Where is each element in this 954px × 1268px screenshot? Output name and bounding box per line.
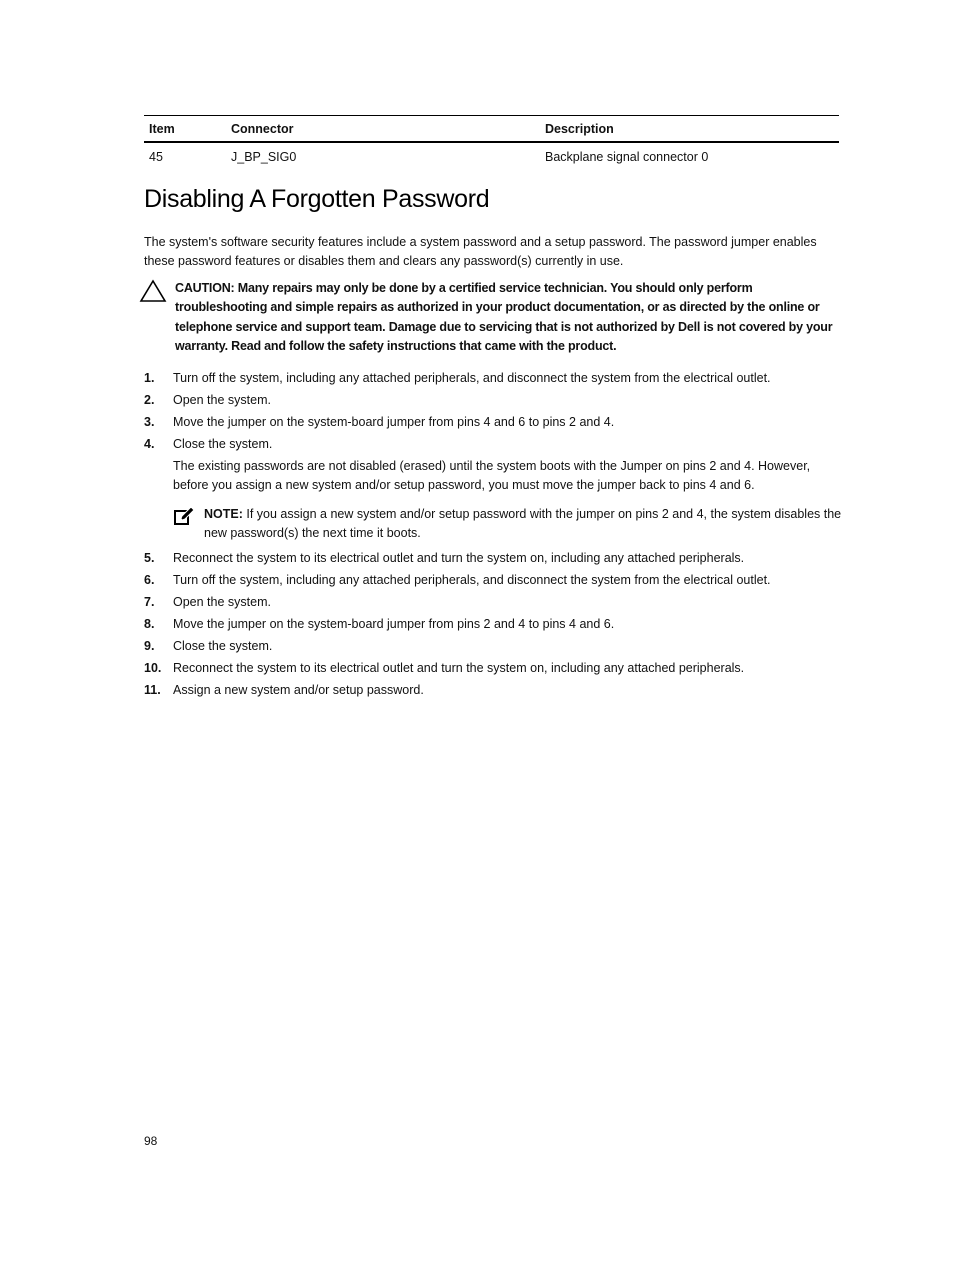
table-row	[144, 142, 839, 169]
step-number: 5.	[144, 551, 155, 565]
intro-paragraph: The system's software security features include a system password and a setup password. The password jumper enables these password features or disables them and clears any password(s) currently in use.	[144, 235, 817, 268]
step-number: 9.	[144, 639, 155, 653]
step-number: 3.	[144, 415, 155, 429]
step-text: Move the jumper on the system-board jumper from pins 4 and 6 to pins 2 and 4.	[173, 415, 615, 429]
step-text: Close the system.	[173, 639, 273, 653]
procedure-steps	[144, 369, 844, 703]
step-text: Turn off the system, including any attached peripherals, and disconnect the system from the electrical outlet.	[173, 371, 771, 385]
column-header-connector: Connector	[226, 116, 540, 143]
pencil-note-icon	[173, 506, 195, 526]
note-label: NOTE:	[204, 507, 243, 521]
connector-table	[144, 115, 839, 169]
column-header-description: Description	[540, 116, 839, 143]
step-number: 1.	[144, 371, 155, 385]
caution-text: CAUTION: Many repairs may only be done by a certified service technician. You should only perform troubleshooting and simple repairs as authorized in your product documentation, or as directed by the online or telephone service and support team. Damage due to servicing that is not authorized by Dell is not covered by your warranty. Read and follow the safety instructions that came with the product.	[175, 281, 833, 353]
section-title: Disabling A Forgotten Password	[144, 185, 490, 213]
list-item	[144, 615, 844, 633]
table-header-row	[144, 116, 839, 143]
cell-item: 45	[149, 149, 163, 164]
list-item	[144, 369, 844, 387]
list-item	[144, 637, 844, 655]
step-number: 7.	[144, 595, 155, 609]
list-item	[144, 571, 844, 589]
list-item	[144, 659, 844, 677]
column-header-item: Item	[144, 116, 226, 143]
list-item	[144, 593, 844, 611]
step-number: 10.	[144, 661, 162, 675]
step-text: Reconnect the system to its electrical outlet and turn the system on, including any attached peripherals.	[173, 551, 745, 565]
step-detail: The existing passwords are not disabled (erased) until the system boots with the Jumper on pins 2 and 4. However, before you assign a new system and/or setup password, you must move the jumper back to pins 4 and 6.	[173, 459, 811, 492]
list-item	[144, 549, 844, 567]
cell-description: Backplane signal connector 0	[545, 149, 709, 164]
warning-triangle-icon	[139, 279, 167, 303]
step-text: Assign a new system and/or setup password.	[173, 683, 424, 697]
note-box	[173, 505, 844, 543]
list-item	[144, 413, 844, 431]
step-number: 11.	[144, 683, 161, 697]
list-item	[144, 391, 844, 409]
step-text: Move the jumper on the system-board jumper from pins 2 and 4 to pins 4 and 6.	[173, 617, 615, 631]
step-text: Open the system.	[173, 393, 271, 407]
note-text: If you assign a new system and/or setup password with the jumper on pins 2 and 4, the system disables the new password(s) the next time it boots.	[204, 507, 842, 540]
step-text: Open the system.	[173, 595, 271, 609]
list-item	[144, 681, 844, 699]
page-number: 98	[144, 1134, 158, 1148]
step-text: Close the system.	[173, 437, 273, 451]
step-text: Reconnect the system to its electrical outlet and turn the system on, including any attached peripherals.	[173, 661, 745, 675]
list-item	[144, 435, 844, 543]
step-number: 6.	[144, 573, 155, 587]
step-number: 2.	[144, 393, 155, 407]
step-number: 8.	[144, 617, 155, 631]
step-number: 4.	[144, 437, 155, 451]
cell-connector: J_BP_SIG0	[231, 149, 297, 164]
step-text: Turn off the system, including any attached peripherals, and disconnect the system from the electrical outlet.	[173, 573, 771, 587]
